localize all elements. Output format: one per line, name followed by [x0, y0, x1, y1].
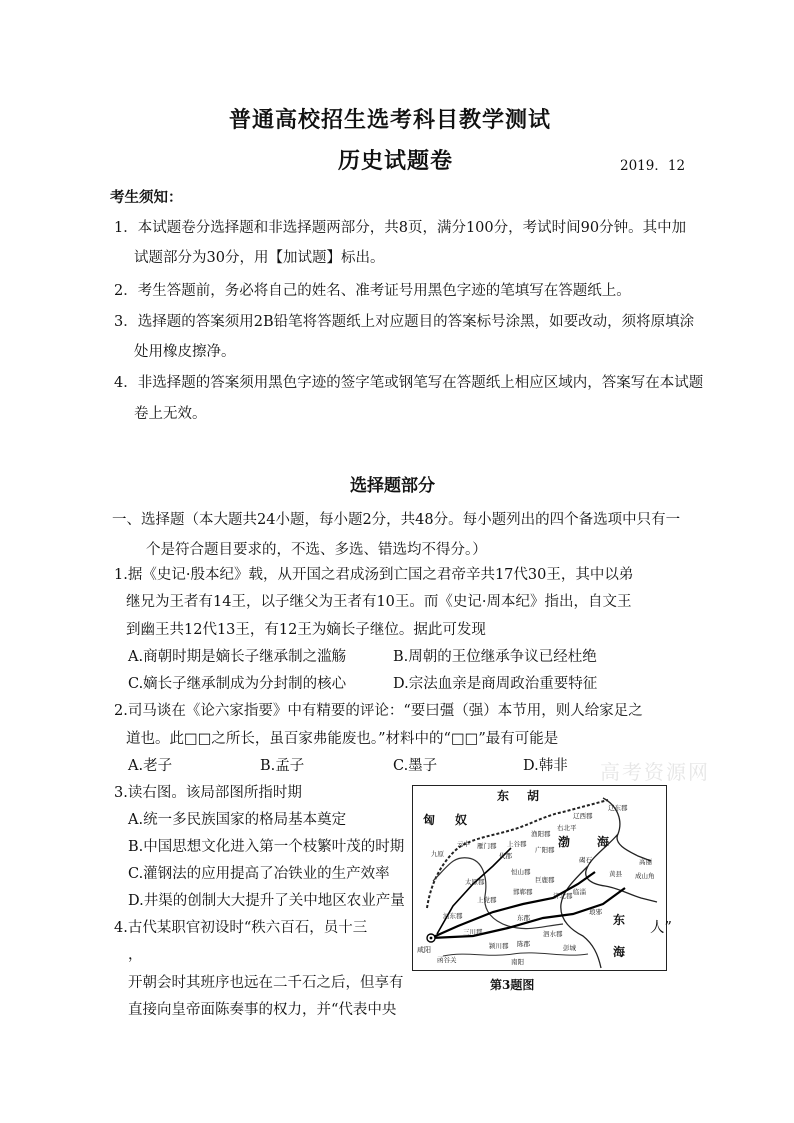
notice-item-4-line-2: 卷上无效。: [134, 406, 207, 422]
q1-option-d: D.宗法血亲是商周政治重要特征: [393, 676, 598, 692]
exam-subtitle: 历史试题卷: [338, 148, 454, 174]
q1-option-c: C.嫡长子继承制成为分封制的核心: [128, 676, 347, 692]
q3-option-a: A.统一多民族国家的格局基本奠定: [128, 812, 347, 828]
map-label-hedong: 河东郡: [443, 912, 463, 920]
notice-heading: 考生须知：: [110, 189, 183, 206]
q2-stem-line-1: 2.司马谈在《论六家指要》中有精要的评论：“要曰彊（强）本节用，则人给家足之: [114, 703, 643, 719]
map-label-xianyang: 咸阳: [417, 946, 431, 954]
notice-item-2: 2．考生答题前，务必将自己的姓名、准考证号用黑色字迹的笔填写在答题纸上。: [114, 283, 631, 299]
q2-option-c: C.墨子: [393, 758, 438, 774]
map-label-sishui: 泗水郡: [543, 930, 563, 938]
q2-option-a: A.老子: [128, 758, 173, 774]
map-label-nanyang: 南阳: [511, 958, 524, 966]
q3-map-figure: [412, 785, 667, 971]
q2-option-b: B.孟子: [260, 758, 305, 774]
q1-stem-line-2: 继兄为王者有14王，以子继父为王者有10王。而《史记·周本纪》指出，自文王: [126, 594, 632, 610]
map-label-hengshan: 恒山郡: [511, 868, 531, 876]
map-label-nu: 奴: [455, 813, 468, 827]
map-label-langya: 琅邪: [589, 908, 602, 916]
map-label-yingchuan: 颍川郡: [489, 942, 509, 950]
map-label-dongjun: 东郡: [517, 914, 530, 922]
q3-option-d: D.井渠的创制大大提升了关中地区农业产量: [128, 893, 405, 909]
map-label-gaoli: 高丽: [639, 858, 652, 866]
map-label-hu: 胡: [527, 789, 540, 803]
map-label-taiyuan: 太原郡: [465, 878, 485, 886]
map-label-handan: 邯郸郡: [513, 888, 533, 896]
road-straight: [437, 848, 511, 934]
q4-stem-line-1b: 人”: [650, 920, 672, 936]
map-label-hai-2: 海: [613, 945, 626, 959]
map-label-dai: 代郡: [499, 852, 512, 860]
exam-title: 普通高校招生选考科目教学测试: [229, 107, 552, 133]
map-label-jieshi: 碣石: [579, 856, 592, 864]
notice-item-3-line-2: 处用橡皮擦净。: [134, 344, 236, 360]
map-label-liaoxi: 辽西郡: [573, 812, 593, 820]
map-label-yuyang: 渔阳郡: [531, 830, 551, 838]
map-label-guangyang: 广阳郡: [535, 846, 555, 854]
map-label-dong-sea: 东: [613, 913, 626, 927]
notice-item-1-line-2: 试题部分为30分，用【加试题】标出。: [134, 250, 385, 266]
map-label-shanggu: 上谷郡: [507, 840, 527, 848]
q3-option-c: C.灌钢法的应用提高了冶铁业的生产效率: [128, 866, 390, 882]
yangtze-river: [443, 953, 588, 956]
q1-option-a: A.商朝时期是嫡长子继承制之滥觞: [128, 649, 347, 665]
map-label-dong: 东: [497, 789, 510, 803]
map-label-chen: 陈郡: [517, 940, 530, 948]
q4-stem-line-1c: ，: [128, 947, 143, 963]
notice-item-3-line-1: 3．选择题的答案须用2B铅笔将答题纸上对应题目的答案标号涂黑，如要改动，须将原填涂: [114, 314, 695, 330]
exam-date: 2019．12: [620, 158, 686, 174]
map-label-jibei: 济北郡: [553, 892, 573, 900]
section-instruction-line-1: 一、选择题（本大题共24小题，每小题2分，共48分。每小题列出的四个备选项中只有一: [112, 512, 681, 528]
map-label-linzi: 临淄: [573, 888, 586, 896]
map-label-julu: 巨鹿郡: [535, 876, 555, 884]
q4-stem-line-3: 直接向皇帝面陈奏事的权力，并“代表中央: [128, 1002, 397, 1018]
map-label-hanguguan: 函谷关: [437, 956, 457, 964]
q4-stem-line-1a: 4.古代某职官初设时“秩六百石，员十三: [114, 920, 368, 936]
map-label-jiuyuan: 九原: [431, 850, 444, 858]
q3-stem: 3.读右图。该局部图所指时期: [114, 785, 302, 801]
map-label-xiong: 匈: [423, 813, 436, 827]
q4-stem-line-2: 开朝会时其班序也远在二千石之后，但享有: [128, 975, 404, 991]
q2-option-d: D.韩非: [523, 758, 568, 774]
q3-map-caption: 第3题图: [490, 978, 535, 992]
map-label-yanmen: 雁门郡: [477, 842, 497, 850]
map-label-bo: 渤: [558, 835, 571, 849]
map-label-huangxian: 黄县: [609, 870, 622, 878]
map-label-pengcheng: 彭城: [563, 944, 576, 952]
notice-item-4-line-1: 4．非选择题的答案须用黑色字迹的签字笔或钢笔写在答题纸上相应区域内，答案写在本试题: [114, 375, 704, 391]
map-label-hai-1: 海: [597, 835, 610, 849]
q2-stem-line-2: 道也。此□□之所长，虽百家弗能废也。”材料中的“□□”最有可能是: [126, 731, 559, 747]
map-label-yunzhong: 云中: [457, 840, 470, 848]
q1-option-b: B.周朝的王位继承争议已经杜绝: [393, 649, 597, 665]
notice-item-1-line-1: 1．本试题卷分选择题和非选择题两部分，共8页，满分100分，考试时间90分钟。其中加: [114, 220, 687, 236]
map-label-liaodong: 辽东郡: [608, 804, 628, 812]
map-label-chengshanjiao: 成山角: [635, 872, 655, 880]
map-label-youbeiping: 右北平: [557, 824, 577, 832]
section-instruction-line-2: 个是符合题目要求的，不选、多选、错选均不得分。）: [146, 542, 487, 558]
qin-map-illustration: [413, 786, 666, 970]
q1-stem-line-1: 1.据《史记·殷本纪》载，从开国之君成汤到亡国之君帝辛共17代30王，其中以弟: [114, 567, 634, 583]
map-label-sanchuan: 三川郡: [463, 928, 483, 936]
q1-stem-line-3: 到幽王共12代13王，有12王为嫡长子继位。据此可发现: [126, 622, 486, 638]
section-title: 选择题部分: [350, 476, 435, 496]
watermark: 高考资源网: [600, 760, 710, 784]
map-label-shangdang: 上党郡: [477, 896, 497, 904]
q3-option-b: B.中国思想文化进入第一个枝繁叶茂的时期: [128, 839, 405, 855]
